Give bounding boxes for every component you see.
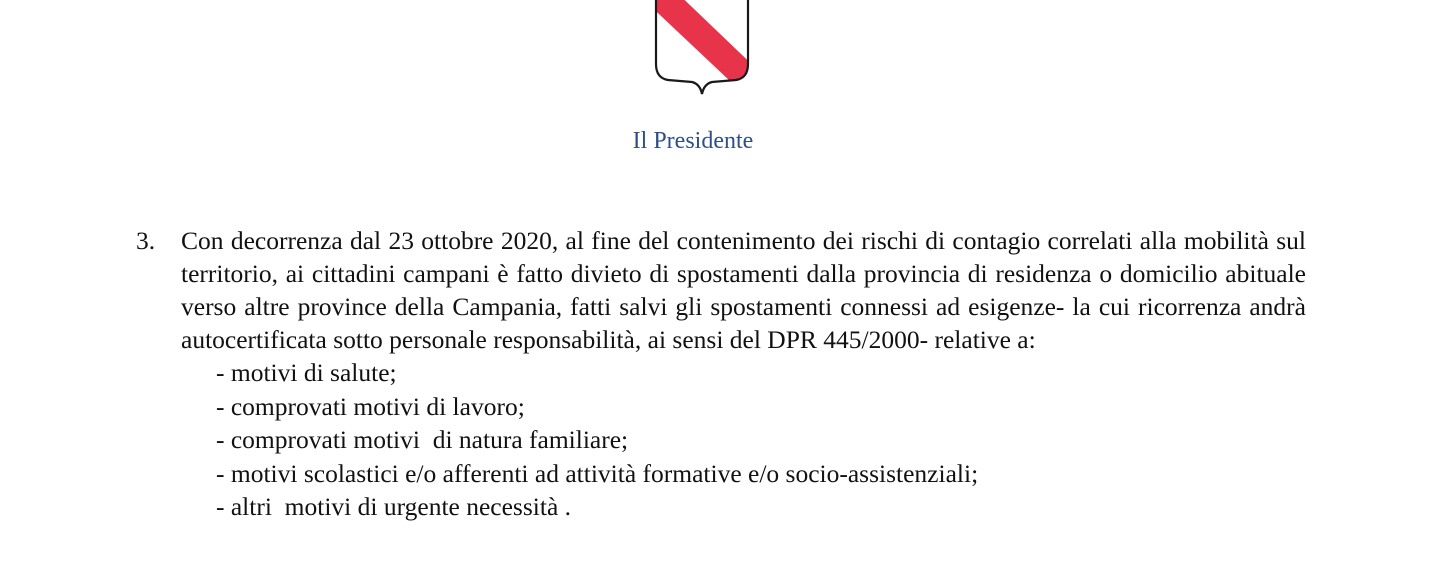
list-item: - motivi scolastici e/o afferenti ad attività formative e/o socio-assistenziali;: [216, 458, 979, 488]
list-item: - comprovati motivi di natura familiare;: [216, 425, 629, 455]
article-3: [136, 224, 1306, 524]
list-item: - comprovati motivi di lavoro;: [216, 391, 525, 421]
motive-list: [136, 356, 1306, 524]
list-item: - altri motivi di urgente necessità .: [216, 492, 572, 522]
article-paragraph: Con decorrenza dal 23 ottobre 2020, al fine del contenimento dei rischi di contagio correlati alla mobilità sul territorio, ai cittadini campani è fatto divieto di spostamenti dalla provincia di residenza o domicilio abituale verso altre province della Campania, fatti salvi gli spostamenti connessi ad esigenze- la cui ricorrenza andrà autocertificata sotto personale responsabilità, ai sensi del DPR 445/2000- relative a:: [181, 226, 1306, 354]
article-number: 3.: [136, 226, 156, 255]
coat-of-arms-icon: [652, 0, 752, 98]
list-item: - motivi di salute;: [216, 358, 397, 387]
header-title: Il Presidente: [632, 128, 754, 154]
